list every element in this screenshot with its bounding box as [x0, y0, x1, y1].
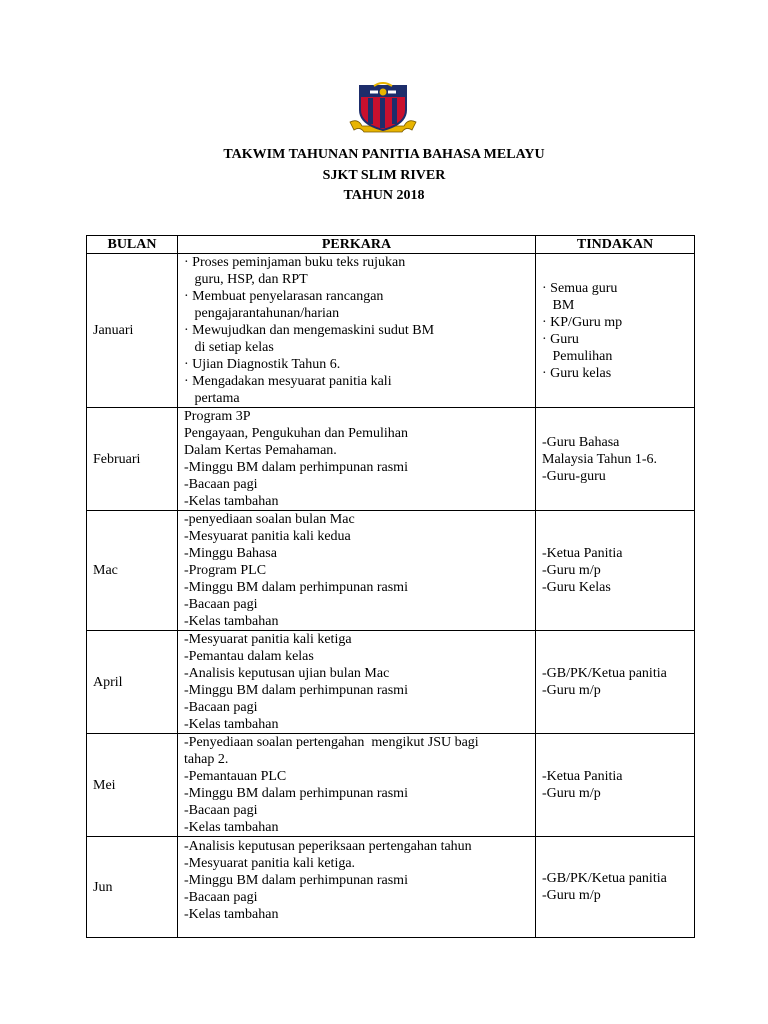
perkara-line: -Minggu BM dalam perhimpunan rasmi	[184, 873, 408, 888]
perkara-line: tahap 2.	[184, 752, 229, 767]
tindakan-line: · Guru kelas	[542, 365, 612, 381]
column-header-bulan: BULAN	[87, 236, 178, 254]
perkara-line: -penyediaan soalan bulan Mac	[184, 512, 355, 527]
perkara-line: · Membuat penyelarasan rancangan	[184, 289, 384, 304]
tindakan-line: -Guru m/p	[542, 683, 601, 698]
tindakan-line: -Guru m/p	[542, 786, 601, 801]
perkara-line: · Ujian Diagnostik Tahun 6.	[184, 357, 341, 372]
perkara-line: -Kelas tambahan	[184, 820, 279, 835]
perkara-line: -Minggu BM dalam perhimpunan rasmi	[184, 460, 408, 475]
perkara-line: -Mesyuarat panitia kali ketiga	[184, 632, 352, 647]
perkara-line: -Penyediaan soalan pertengahan mengikut JSU bagi	[184, 735, 479, 750]
perkara-line: di setiap kelas	[184, 340, 274, 355]
tindakan-cell	[536, 408, 695, 511]
month-cell: Januari	[87, 254, 178, 408]
table-header-row	[87, 236, 695, 254]
takwim-table	[86, 235, 695, 938]
perkara-line: -Pemantau dalam kelas	[184, 649, 314, 664]
perkara-line: -Kelas tambahan	[184, 494, 279, 509]
tindakan-line: -Ketua Panitia	[542, 546, 623, 561]
perkara-line: -Bacaan pagi	[184, 477, 258, 492]
tindakan-line: -Ketua Panitia	[542, 769, 623, 784]
tindakan-cell	[536, 734, 695, 837]
tindakan-line: -GB/PK/Ketua panitia	[542, 871, 667, 886]
column-header-perkara: PERKARA	[178, 236, 536, 254]
perkara-line: -Bacaan pagi	[184, 890, 258, 905]
month-cell: Mac	[87, 511, 178, 631]
tindakan-line: · Semua guru	[542, 280, 618, 296]
perkara-line: pengajarantahunan/harian	[184, 306, 340, 321]
perkara-line: · Mengadakan mesyuarat panitia kali	[184, 374, 392, 389]
tindakan-line: -Guru Bahasa	[542, 434, 620, 450]
perkara-line: -Minggu BM dalam perhimpunan rasmi	[184, 580, 408, 595]
table-row	[87, 734, 695, 837]
perkara-line: -Kelas tambahan	[184, 717, 279, 732]
tindakan-line: Malaysia Tahun 1-6.	[542, 451, 658, 467]
month-cell: April	[87, 631, 178, 734]
perkara-line: -Bacaan pagi	[184, 803, 258, 818]
tindakan-line: -Guru m/p	[542, 563, 601, 578]
tindakan-cell	[536, 837, 695, 938]
perkara-line: Program 3P	[184, 409, 251, 424]
table-row	[87, 511, 695, 631]
tindakan-line: · Guru	[542, 331, 579, 347]
tindakan-line: -Guru m/p	[542, 888, 601, 903]
perkara-line: -Mesyuarat panitia kali ketiga.	[184, 856, 356, 871]
perkara-line: -Kelas tambahan	[184, 907, 279, 922]
perkara-line: -Program PLC	[184, 563, 267, 578]
table-row	[87, 408, 695, 511]
perkara-line: guru, HSP, dan RPT	[184, 272, 308, 287]
perkara-line: -Bacaan pagi	[184, 700, 258, 715]
tindakan-cell	[536, 511, 695, 631]
perkara-line: -Mesyuarat panitia kali kedua	[184, 529, 351, 544]
perkara-line: -Analisis keputusan ujian bulan Mac	[184, 666, 390, 681]
perkara-line: -Analisis keputusan peperiksaan pertengahan tahun	[184, 839, 472, 854]
perkara-cell	[178, 408, 536, 511]
perkara-cell	[178, 837, 536, 938]
perkara-line: -Minggu Bahasa	[184, 546, 277, 561]
tindakan-line: -GB/PK/Ketua panitia	[542, 666, 667, 681]
perkara-line: pertama	[184, 391, 240, 406]
table-row	[87, 837, 695, 938]
perkara-line: -Minggu BM dalam perhimpunan rasmi	[184, 683, 408, 698]
perkara-cell	[178, 734, 536, 837]
perkara-line: -Kelas tambahan	[184, 614, 279, 629]
column-header-tindakan: TINDAKAN	[536, 236, 695, 254]
tindakan-line: · KP/Guru mp	[542, 314, 623, 330]
tindakan-cell	[536, 254, 695, 408]
month-cell: Mei	[87, 734, 178, 837]
tindakan-line: -Guru Kelas	[542, 580, 611, 595]
tindakan-line: BM	[542, 297, 575, 313]
tindakan-line: Pemulihan	[542, 348, 613, 364]
school-crest-icon	[348, 82, 418, 134]
perkara-line: Pengayaan, Pengukuhan dan Pemulihan	[184, 426, 408, 441]
month-cell: Februari	[87, 408, 178, 511]
perkara-cell	[178, 511, 536, 631]
table-row	[87, 254, 695, 408]
perkara-line: · Mewujudkan dan mengemaskini sudut BM	[184, 323, 435, 338]
month-cell: Jun	[87, 837, 178, 938]
document-title: TAKWIM TAHUNAN PANITIA BAHASA MELAYU	[223, 147, 545, 162]
school-name: SJKT SLIM RIVER	[322, 168, 446, 183]
perkara-line: -Pemantauan PLC	[184, 769, 287, 784]
tindakan-line: -Guru-guru	[542, 468, 606, 484]
tindakan-cell	[536, 631, 695, 734]
perkara-line: -Minggu BM dalam perhimpunan rasmi	[184, 786, 408, 801]
perkara-cell	[178, 254, 536, 408]
perkara-line: Dalam Kertas Pemahaman.	[184, 443, 337, 458]
perkara-line: -Bacaan pagi	[184, 597, 258, 612]
table-row	[87, 631, 695, 734]
perkara-cell	[178, 631, 536, 734]
year-heading: TAHUN 2018	[343, 188, 425, 203]
perkara-line: · Proses peminjaman buku teks rujukan	[184, 255, 406, 270]
